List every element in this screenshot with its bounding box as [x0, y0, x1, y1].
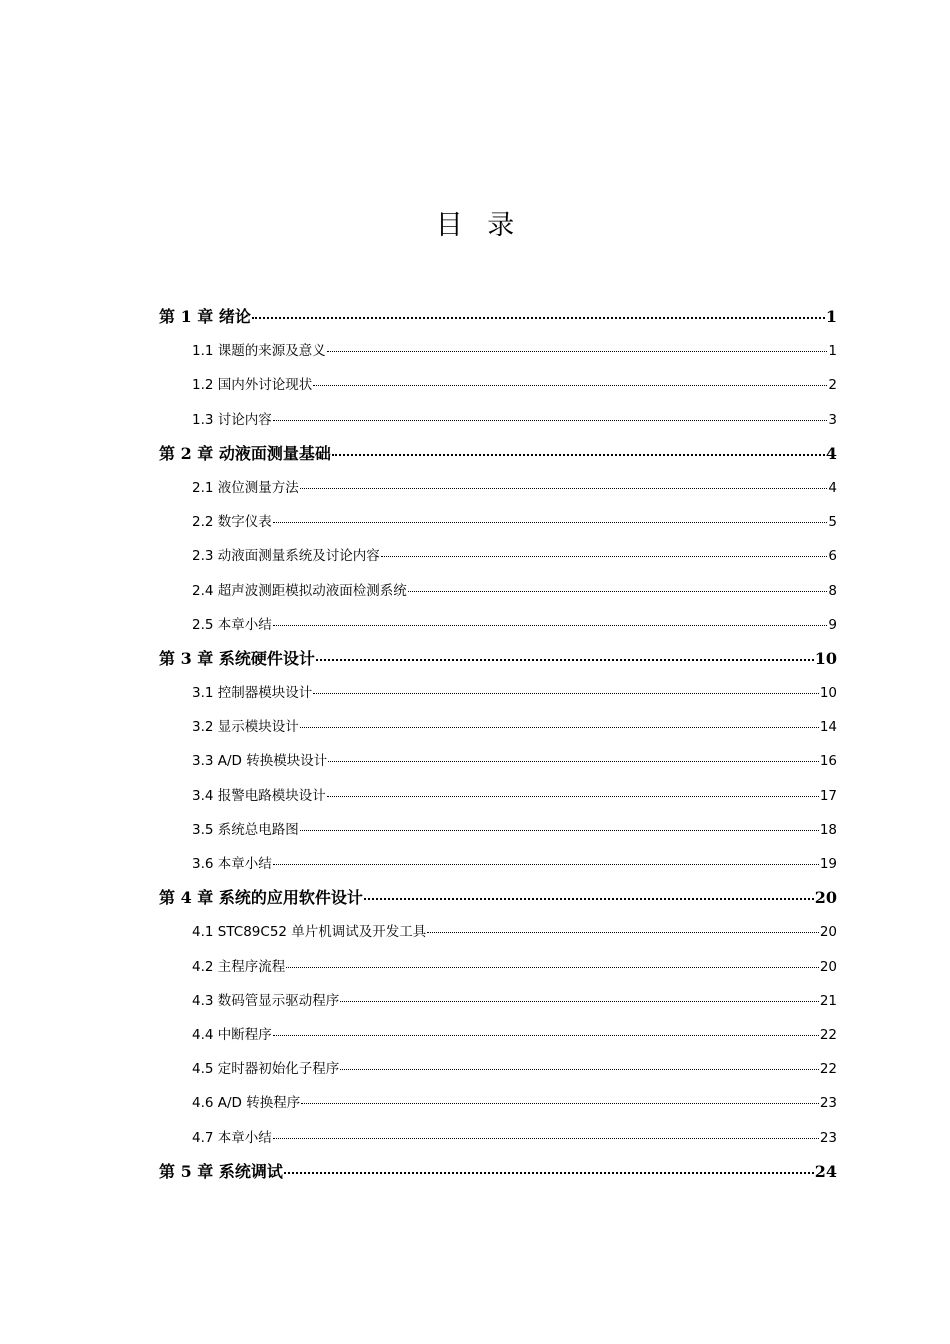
toc-entry-page-number: 1: [828, 343, 837, 360]
toc-dot-leader: [340, 1001, 819, 1002]
toc-dot-leader: [300, 488, 828, 489]
toc-entry-page-number: 16: [819, 753, 837, 770]
toc-dot-leader: [252, 317, 825, 319]
toc-section-entry[interactable]: [159, 779, 837, 813]
toc-dot-leader: [284, 1172, 814, 1174]
toc-dot-leader: [327, 796, 819, 797]
toc-section-entry[interactable]: [159, 1052, 837, 1086]
toc-dot-leader: [381, 556, 828, 557]
toc-entry-label: 4.2 主程序流程: [192, 958, 286, 975]
toc-dot-leader: [273, 625, 828, 626]
toc-entry-page-number: 4: [825, 443, 837, 463]
toc-entry-page-number: 8: [828, 582, 837, 599]
toc-entry-label: 1.2 国内外讨论现状: [192, 377, 313, 394]
toc-entry-label: 3.1 控制器模块设计: [192, 685, 313, 702]
toc-entry-label: 4.4 中断程序: [192, 1026, 272, 1043]
toc-dot-leader: [273, 1138, 819, 1139]
toc-dot-leader: [300, 727, 819, 728]
table-of-contents: [159, 300, 837, 1189]
toc-section-entry[interactable]: [159, 368, 837, 402]
toc-entry-label: 第 4 章 系统的应用软件设计: [159, 888, 363, 908]
toc-entry-label: 第 5 章 系统调试: [159, 1161, 283, 1181]
toc-entry-label: 第 3 章 系统硬件设计: [159, 648, 315, 668]
toc-entry-page-number: 10: [814, 648, 837, 668]
toc-entry-label: 4.7 本章小结: [192, 1129, 272, 1146]
toc-entry-label: 4.6 A/D 转换程序: [192, 1095, 301, 1112]
toc-dot-leader: [273, 522, 828, 523]
toc-dot-leader: [300, 830, 819, 831]
toc-entry-page-number: 21: [819, 992, 837, 1009]
toc-section-entry[interactable]: [159, 334, 837, 368]
toc-entry-label: 2.5 本章小结: [192, 616, 272, 633]
toc-entry-page-number: 5: [828, 514, 837, 531]
toc-dot-leader: [316, 659, 814, 661]
toc-section-entry[interactable]: [159, 950, 837, 984]
toc-entry-page-number: 19: [819, 856, 837, 872]
toc-section-entry[interactable]: [159, 710, 837, 744]
toc-section-entry[interactable]: [159, 813, 837, 847]
toc-dot-leader: [408, 591, 828, 592]
toc-entry-page-number: 4: [828, 479, 837, 496]
toc-entry-page-number: 17: [819, 787, 837, 804]
toc-entry-label: 3.6 本章小结: [192, 856, 272, 872]
toc-entry-page-number: 20: [819, 958, 837, 975]
toc-entry-page-number: 14: [819, 719, 837, 736]
toc-entry-page-number: 3: [828, 411, 837, 428]
toc-dot-leader: [340, 1069, 819, 1070]
toc-chapter-entry[interactable]: [159, 1155, 837, 1189]
toc-section-entry[interactable]: [159, 1018, 837, 1052]
toc-section-entry[interactable]: [159, 608, 837, 642]
toc-entry-label: 第 1 章 绪论: [159, 307, 251, 326]
toc-section-entry[interactable]: [159, 676, 837, 710]
toc-entry-label: 2.3 动液面测量系统及讨论内容: [192, 548, 380, 565]
toc-section-entry[interactable]: [159, 744, 837, 778]
toc-entry-label: 4.3 数码管显示驱动程序: [192, 992, 340, 1009]
toc-entry-label: 1.1 课题的来源及意义: [192, 343, 326, 360]
toc-entry-page-number: 22: [819, 1026, 837, 1043]
toc-entry-label: 2.2 数字仪表: [192, 514, 272, 531]
toc-entry-label: 4.5 定时器初始化子程序: [192, 1061, 340, 1078]
toc-chapter-entry[interactable]: [159, 881, 837, 915]
toc-section-entry[interactable]: [159, 539, 837, 573]
toc-chapter-entry[interactable]: [159, 300, 837, 334]
toc-section-entry[interactable]: [159, 847, 837, 881]
toc-dot-leader: [273, 864, 819, 865]
toc-entry-page-number: 10: [819, 685, 837, 702]
toc-entry-page-number: 20: [819, 924, 837, 941]
toc-entry-page-number: 1: [825, 307, 837, 326]
toc-dot-leader: [313, 693, 819, 694]
toc-entry-label: 3.3 A/D 转换模块设计: [192, 753, 328, 770]
toc-dot-leader: [328, 761, 819, 762]
toc-entry-label: 3.5 系统总电路图: [192, 821, 299, 838]
toc-dot-leader: [427, 932, 819, 933]
toc-entry-label: 2.1 液位测量方法: [192, 479, 299, 496]
toc-section-entry[interactable]: [159, 574, 837, 608]
toc-entry-page-number: 22: [819, 1061, 837, 1078]
toc-entry-page-number: 23: [819, 1129, 837, 1146]
toc-entry-page-number: 6: [828, 548, 837, 565]
toc-chapter-entry[interactable]: [159, 437, 837, 471]
toc-section-entry[interactable]: [159, 915, 837, 949]
toc-section-entry[interactable]: [159, 984, 837, 1018]
toc-dot-leader: [273, 1035, 819, 1036]
toc-entry-page-number: 24: [814, 1161, 837, 1181]
toc-entry-label: 3.4 报警电路模块设计: [192, 787, 326, 804]
toc-entry-page-number: 20: [814, 888, 837, 908]
toc-entry-label: 4.1 STC89C52 单片机调试及开发工具: [192, 924, 427, 941]
toc-dot-leader: [364, 898, 814, 900]
toc-section-entry[interactable]: [159, 1121, 837, 1155]
toc-section-entry[interactable]: [159, 403, 837, 437]
toc-section-entry[interactable]: [159, 471, 837, 505]
toc-entry-label: 2.4 超声波测距模拟动液面检测系统: [192, 582, 407, 599]
toc-title: 目 录: [435, 210, 523, 241]
toc-section-entry[interactable]: [159, 1086, 837, 1120]
toc-entry-page-number: 18: [819, 821, 837, 838]
toc-dot-leader: [313, 385, 827, 386]
toc-entry-label: 3.2 显示模块设计: [192, 719, 299, 736]
toc-entry-page-number: 23: [819, 1095, 837, 1112]
toc-dot-leader: [286, 967, 819, 968]
toc-section-entry[interactable]: [159, 505, 837, 539]
toc-dot-leader: [273, 420, 828, 421]
toc-entry-page-number: 9: [828, 616, 837, 633]
toc-chapter-entry[interactable]: [159, 642, 837, 676]
toc-dot-leader: [332, 454, 825, 456]
toc-dot-leader: [327, 351, 828, 352]
toc-entry-page-number: 2: [828, 377, 837, 394]
toc-dot-leader: [301, 1103, 819, 1104]
toc-entry-label: 1.3 讨论内容: [192, 411, 272, 428]
toc-entry-label: 第 2 章 动液面测量基础: [159, 443, 331, 463]
